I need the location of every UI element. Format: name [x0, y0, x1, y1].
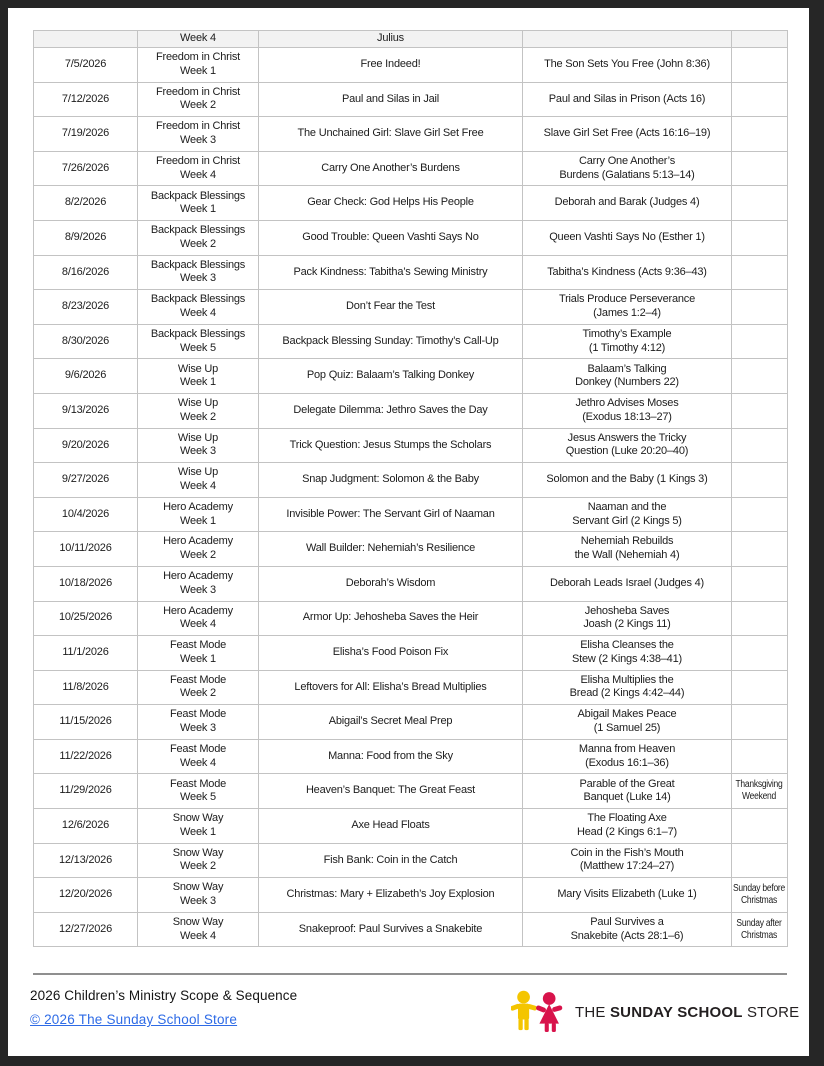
- series-name: Freedom in Christ: [155, 85, 240, 98]
- note-cell: [732, 48, 788, 83]
- series-week: Week 3: [180, 445, 216, 458]
- date-cell: 10/4/2026: [34, 497, 138, 532]
- series-name: Hero Academy: [163, 570, 233, 583]
- scripture-cell: Deborah and Barak (Judges 4): [523, 186, 732, 221]
- scripture-cell: Carry One Another’s Burdens (Galatians 5:13–14): [523, 151, 732, 186]
- scripture-cell: Paul and Silas in Prison (Acts 16): [523, 82, 732, 117]
- note-cell: [732, 463, 788, 498]
- lesson-title-cell: Don’t Fear the Test: [259, 290, 523, 325]
- lesson-title-cell: Pack Kindness: Tabitha’s Sewing Ministry: [259, 255, 523, 290]
- note-cell: [732, 739, 788, 774]
- series-week: Week 1: [180, 825, 216, 838]
- lesson-title-cell: Gear Check: God Helps His People: [259, 186, 523, 221]
- note-cell: [732, 774, 788, 809]
- date-cell: 12/6/2026: [34, 809, 138, 844]
- date-cell: 10/11/2026: [34, 532, 138, 567]
- note-cell: [732, 31, 788, 48]
- series-name: Snow Way: [172, 881, 224, 894]
- scripture-cell: Abigail Makes Peace (1 Samuel 25): [523, 705, 732, 740]
- scripture-cell: Paul Survives a Snakebite (Acts 28:1–6): [523, 912, 732, 947]
- series-week-cell: [138, 428, 259, 463]
- series-week-cell: [138, 809, 259, 844]
- series-week: Week 4: [180, 618, 216, 631]
- lesson-title-cell: Paul and Silas in Jail: [259, 82, 523, 117]
- scripture-cell: [523, 31, 732, 48]
- series-week-cell: [138, 359, 259, 394]
- table-row: [34, 532, 788, 567]
- table-row: [34, 705, 788, 740]
- table-row: [34, 912, 788, 947]
- scope-sequence-table-wrap: [33, 30, 788, 947]
- scripture-cell: Coin in the Fish’s Mouth (Matthew 17:24–27): [523, 843, 732, 878]
- series-week-cell: [138, 705, 259, 740]
- date-cell: 11/8/2026: [34, 670, 138, 705]
- scripture-cell: Timothy’s Example (1 Timothy 4:12): [523, 324, 732, 359]
- series-week: Week 4: [180, 756, 216, 769]
- series-week: Week 3: [180, 722, 216, 735]
- date-cell: 8/9/2026: [34, 220, 138, 255]
- scripture-cell: Elisha Multiplies the Bread (2 Kings 4:42–44): [523, 670, 732, 705]
- scope-sequence-table: [33, 30, 788, 947]
- scripture-cell: Manna from Heaven (Exodus 16:1–36): [523, 739, 732, 774]
- note-cell: [732, 255, 788, 290]
- note-cell: [732, 151, 788, 186]
- logo-wordmark: [575, 1004, 799, 1021]
- series-week-cell: [138, 220, 259, 255]
- series-week: Week 1: [180, 652, 216, 665]
- date-cell: 10/25/2026: [34, 601, 138, 636]
- scripture-cell: Jehosheba Saves Joash (2 Kings 11): [523, 601, 732, 636]
- scripture-cell: Jethro Advises Moses (Exodus 18:13–27): [523, 393, 732, 428]
- scripture-cell: Nehemiah Rebuilds the Wall (Nehemiah 4): [523, 532, 732, 567]
- series-week-cell: [138, 186, 259, 221]
- date-cell: 8/2/2026: [34, 186, 138, 221]
- note-cell: [732, 705, 788, 740]
- scripture-cell: Trials Produce Perseverance (James 1:2–4): [523, 290, 732, 325]
- series-week: Week 3: [180, 895, 216, 908]
- series-name: Feast Mode: [169, 743, 227, 756]
- sunday-school-store-logo: [511, 989, 799, 1035]
- date-cell: 7/5/2026: [34, 48, 138, 83]
- footer-divider: [33, 973, 787, 975]
- footer-document-title: 2026 Children’s Ministry Scope & Sequence: [30, 988, 298, 1003]
- scripture-cell: Parable of the Great Banquet (Luke 14): [523, 774, 732, 809]
- series-week: Week 3: [180, 583, 216, 596]
- scripture-cell: Deborah Leads Israel (Judges 4): [523, 566, 732, 601]
- lesson-title-cell: Delegate Dilemma: Jethro Saves the Day: [259, 393, 523, 428]
- note-cell: [732, 809, 788, 844]
- yellow-child-figure: [511, 991, 538, 1030]
- note-text: Sunday after Christmas: [736, 917, 782, 941]
- carryover-row: [34, 31, 788, 48]
- lesson-title-cell: Backpack Blessing Sunday: Timothy’s Call-Up: [259, 324, 523, 359]
- note-cell: [732, 532, 788, 567]
- red-child-figure: [535, 992, 562, 1032]
- date-cell: 9/27/2026: [34, 463, 138, 498]
- date-cell: 9/6/2026: [34, 359, 138, 394]
- series-name: Backpack Blessings: [150, 224, 246, 237]
- note-cell: [732, 359, 788, 394]
- date-cell: 8/23/2026: [34, 290, 138, 325]
- scripture-cell: Elisha Cleanses the Stew (2 Kings 4:38–41): [523, 636, 732, 671]
- table-row: [34, 117, 788, 152]
- note-cell: [732, 601, 788, 636]
- note-cell: [732, 186, 788, 221]
- series-week: Week 2: [180, 237, 216, 250]
- series-week-cell: [138, 48, 259, 83]
- series-name: Feast Mode: [169, 673, 227, 686]
- table-row: [34, 255, 788, 290]
- scripture-cell: Jesus Answers the Tricky Question (Luke 20:20–40): [523, 428, 732, 463]
- series-week: Week 3: [180, 272, 216, 285]
- lesson-title-cell: Leftovers for All: Elisha’s Bread Multiplies: [259, 670, 523, 705]
- table-row: [34, 809, 788, 844]
- series-week-cell: Week 4: [138, 31, 259, 48]
- series-week-cell: [138, 393, 259, 428]
- series-week: Week 1: [180, 64, 216, 77]
- lesson-title-cell: Invisible Power: The Servant Girl of Naaman: [259, 497, 523, 532]
- series-week: Week 4: [180, 479, 216, 492]
- scripture-cell: The Son Sets You Free (John 8:36): [523, 48, 732, 83]
- table-row: [34, 428, 788, 463]
- series-week: Week 2: [180, 410, 216, 423]
- scripture-cell: Queen Vashti Says No (Esther 1): [523, 220, 732, 255]
- lesson-title-cell: Trick Question: Jesus Stumps the Scholars: [259, 428, 523, 463]
- date-cell: 11/1/2026: [34, 636, 138, 671]
- series-week: Week 4: [180, 168, 216, 181]
- series-name: Feast Mode: [169, 708, 227, 721]
- note-cell: [732, 428, 788, 463]
- date-cell: 12/27/2026: [34, 912, 138, 947]
- series-name: Backpack Blessings: [150, 189, 246, 202]
- note-cell: [732, 843, 788, 878]
- table-row: [34, 186, 788, 221]
- note-cell: [732, 878, 788, 913]
- series-week-cell: [138, 151, 259, 186]
- lesson-title-cell: The Unchained Girl: Slave Girl Set Free: [259, 117, 523, 152]
- table-row: [34, 290, 788, 325]
- date-cell: [34, 31, 138, 48]
- date-cell: 12/13/2026: [34, 843, 138, 878]
- series-name: Hero Academy: [163, 535, 233, 548]
- series-week-cell: [138, 255, 259, 290]
- series-week-cell: [138, 497, 259, 532]
- table-row: [34, 670, 788, 705]
- table-row: [34, 843, 788, 878]
- date-cell: 9/20/2026: [34, 428, 138, 463]
- note-cell: [732, 393, 788, 428]
- series-week-cell: [138, 843, 259, 878]
- lesson-title-cell: Elisha’s Food Poison Fix: [259, 636, 523, 671]
- lesson-title-cell: Armor Up: Jehosheba Saves the Heir: [259, 601, 523, 636]
- lesson-title-cell: Abigail’s Secret Meal Prep: [259, 705, 523, 740]
- series-name: Wise Up: [177, 466, 219, 479]
- table-row: [34, 774, 788, 809]
- series-week-cell: [138, 878, 259, 913]
- series-week: Week 1: [180, 376, 216, 389]
- table-row: [34, 636, 788, 671]
- lesson-title-cell: Pop Quiz: Balaam’s Talking Donkey: [259, 359, 523, 394]
- note-cell: [732, 670, 788, 705]
- series-week: Week 4: [180, 929, 216, 942]
- series-name: Wise Up: [177, 397, 219, 410]
- note-cell: [732, 220, 788, 255]
- series-name: Snow Way: [172, 916, 224, 929]
- series-name: Freedom in Christ: [155, 154, 240, 167]
- lesson-title-cell: Fish Bank: Coin in the Catch: [259, 843, 523, 878]
- series-week: Week 1: [180, 514, 216, 527]
- series-week: Week 5: [180, 791, 216, 804]
- table-row: [34, 82, 788, 117]
- date-cell: 7/26/2026: [34, 151, 138, 186]
- series-week-cell: [138, 566, 259, 601]
- series-name: Backpack Blessings: [150, 258, 246, 271]
- series-name: Backpack Blessings: [150, 327, 246, 340]
- table-row: [34, 878, 788, 913]
- series-week-cell: [138, 739, 259, 774]
- table-row: [34, 393, 788, 428]
- scripture-cell: Balaam’s Talking Donkey (Numbers 22): [523, 359, 732, 394]
- series-week-cell: [138, 463, 259, 498]
- note-cell: [732, 290, 788, 325]
- series-week: Week 3: [180, 133, 216, 146]
- series-week: Week 2: [180, 687, 216, 700]
- note-cell: [732, 912, 788, 947]
- table-row: [34, 48, 788, 83]
- scripture-cell: The Floating Axe Head (2 Kings 6:1–7): [523, 809, 732, 844]
- table-row: [34, 739, 788, 774]
- series-week-cell: [138, 117, 259, 152]
- series-name: Hero Academy: [163, 500, 233, 513]
- note-cell: [732, 636, 788, 671]
- date-cell: 10/18/2026: [34, 566, 138, 601]
- note-cell: [732, 82, 788, 117]
- date-cell: 7/12/2026: [34, 82, 138, 117]
- series-name: Freedom in Christ: [155, 51, 240, 64]
- note-text: Thanksgiving Weekend: [735, 779, 783, 803]
- table-row: [34, 463, 788, 498]
- series-week: Week 2: [180, 549, 216, 562]
- note-cell: [732, 324, 788, 359]
- series-name: Wise Up: [177, 431, 219, 444]
- series-week-cell: [138, 636, 259, 671]
- date-cell: 7/19/2026: [34, 117, 138, 152]
- date-cell: 8/30/2026: [34, 324, 138, 359]
- table-body: [34, 31, 788, 947]
- lesson-title-cell: Free Indeed!: [259, 48, 523, 83]
- series-week: Week 4: [180, 306, 216, 319]
- lesson-title-cell: Julius: [259, 31, 523, 48]
- series-name: Feast Mode: [169, 777, 227, 790]
- date-cell: 11/15/2026: [34, 705, 138, 740]
- document-page: [8, 8, 809, 1056]
- date-cell: 11/22/2026: [34, 739, 138, 774]
- series-week-cell: [138, 324, 259, 359]
- table-row: [34, 601, 788, 636]
- series-week: Week 2: [180, 860, 216, 873]
- series-name: Snow Way: [172, 812, 224, 825]
- series-week: Week 2: [180, 99, 216, 112]
- logo-store: STORE: [742, 1003, 800, 1021]
- scripture-cell: Mary Visits Elizabeth (Luke 1): [523, 878, 732, 913]
- date-cell: 9/13/2026: [34, 393, 138, 428]
- lesson-title-cell: Carry One Another’s Burdens: [259, 151, 523, 186]
- note-cell: [732, 117, 788, 152]
- lesson-title-cell: Christmas: Mary + Elizabeth’s Joy Explosion: [259, 878, 523, 913]
- series-week: Week 1: [180, 203, 216, 216]
- table-row: [34, 151, 788, 186]
- series-name: Freedom in Christ: [155, 120, 240, 133]
- date-cell: 11/29/2026: [34, 774, 138, 809]
- note-cell: [732, 497, 788, 532]
- lesson-title-cell: Axe Head Floats: [259, 809, 523, 844]
- series-week: Week 5: [180, 341, 216, 354]
- date-cell: 12/20/2026: [34, 878, 138, 913]
- lesson-title-cell: Heaven’s Banquet: The Great Feast: [259, 774, 523, 809]
- lesson-title-cell: Snakeproof: Paul Survives a Snakebite: [259, 912, 523, 947]
- logo-sunday-school: SUNDAY SCHOOL: [609, 1003, 743, 1021]
- table-row: [34, 359, 788, 394]
- lesson-title-cell: Wall Builder: Nehemiah’s Resilience: [259, 532, 523, 567]
- table-row: [34, 324, 788, 359]
- lesson-title-cell: Manna: Food from the Sky: [259, 739, 523, 774]
- lesson-title-cell: Snap Judgment: Solomon & the Baby: [259, 463, 523, 498]
- date-cell: 8/16/2026: [34, 255, 138, 290]
- series-week-cell: [138, 601, 259, 636]
- series-week-cell: [138, 774, 259, 809]
- scripture-cell: Slave Girl Set Free (Acts 16:16–19): [523, 117, 732, 152]
- logo-the: THE: [575, 1003, 610, 1021]
- table-row: [34, 220, 788, 255]
- series-week-cell: [138, 290, 259, 325]
- table-row: [34, 566, 788, 601]
- lesson-title-cell: Deborah’s Wisdom: [259, 566, 523, 601]
- note-cell: [732, 566, 788, 601]
- lesson-title-cell: Good Trouble: Queen Vashti Says No: [259, 220, 523, 255]
- scripture-cell: Tabitha’s Kindness (Acts 9:36–43): [523, 255, 732, 290]
- scripture-cell: Solomon and the Baby (1 Kings 3): [523, 463, 732, 498]
- series-week-cell: [138, 82, 259, 117]
- scripture-cell: Naaman and the Servant Girl (2 Kings 5): [523, 497, 732, 532]
- series-name: Backpack Blessings: [150, 293, 246, 306]
- series-name: Wise Up: [177, 362, 219, 375]
- series-week-cell: [138, 670, 259, 705]
- copyright-link[interactable]: © 2026 The Sunday School Store: [30, 1012, 238, 1027]
- series-week-cell: [138, 912, 259, 947]
- series-name: Hero Academy: [163, 604, 233, 617]
- note-text: Sunday before Christmas: [733, 883, 785, 907]
- table-row: [34, 497, 788, 532]
- series-week-cell: [138, 532, 259, 567]
- children-logo-icon: [511, 989, 565, 1035]
- series-name: Snow Way: [172, 846, 224, 859]
- series-name: Feast Mode: [169, 639, 227, 652]
